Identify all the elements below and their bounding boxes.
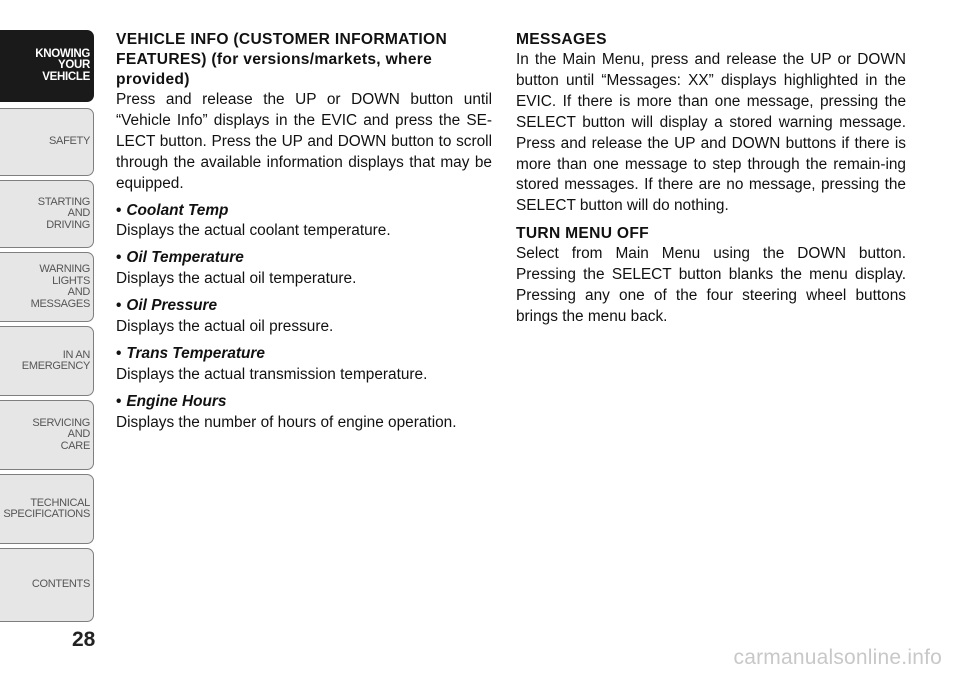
messages-heading: MESSAGES (516, 31, 607, 48)
tab-technical-specifications[interactable] (0, 474, 94, 544)
tab-knowing-your-vehicle[interactable] (0, 30, 94, 102)
item-description: Displays the actual oil pressure. (116, 318, 334, 336)
messages-section (516, 30, 906, 328)
tab-label: SERVICING AND CARE (32, 416, 90, 452)
bullet-icon: • (116, 392, 122, 410)
item-description: Displays the actual coolant temperature. (116, 222, 391, 240)
item-title: • Engine Hours (116, 392, 227, 410)
bullet-icon: • (116, 297, 122, 315)
item-title: • Oil Temperature (116, 249, 244, 267)
bullet-icon: • (116, 201, 122, 219)
item-title: • Coolant Temp (116, 201, 229, 219)
vehicle-info-heading: VEHICLE INFO (CUSTOMER INFORMATION FEATURES) (for versions/markets, where provided) (116, 31, 448, 88)
tab-label: SAFETY (49, 135, 90, 148)
vehicle-info-intro: Press and release the UP or DOWN button until “Vehicle Info” displays in the EVIC and press the SE-LECT button. Press the UP and DOWN button to scroll through the available information displays that may be equipped. (116, 91, 492, 192)
turn-menu-off-heading: TURN MENU OFF (516, 225, 649, 243)
tab-label: CONTENTS (31, 578, 90, 591)
vehicle-info-section (116, 30, 492, 434)
tab-label: WARNING LIGHTS AND MESSAGES (30, 263, 90, 310)
item-title: • Oil Pressure (116, 297, 218, 315)
tab-contents[interactable] (0, 548, 94, 622)
messages-text: In the Main Menu, press and release the UP or DOWN button until “Messages: XX” displays highlighted in the EVIC. If there is more than one message, pressing the SELECT button will display a stored warning message. Press and release the UP and DOWN buttons if there is more than one message to step through the remain-ing stored messages. If there are no message, pressing the SELECT button will do nothing. (516, 51, 906, 215)
tab-in-an-emergency[interactable] (0, 326, 94, 396)
tab-servicing-and-care[interactable] (0, 400, 94, 470)
tab-label: TECHNICAL SPECIFICATIONS (3, 496, 90, 520)
watermark: carmanualsonline.info (733, 646, 942, 669)
tab-label: STARTING AND DRIVING (37, 195, 90, 231)
item-description: Displays the actual oil temperature. (116, 270, 357, 288)
bullet-icon: • (116, 344, 122, 362)
tab-label: KNOWING YOUR VEHICLE (35, 47, 90, 83)
tab-label: IN AN EMERGENCY (21, 348, 90, 372)
item-description: Displays the actual transmission temperature. (116, 365, 428, 383)
item-description: Displays the number of hours of engine operation. (116, 413, 457, 431)
page-number: 28 (72, 628, 96, 651)
tab-safety[interactable] (0, 108, 94, 176)
tab-warning-lights-and-messages[interactable] (0, 252, 94, 322)
item-title: • Trans Temperature (116, 344, 265, 362)
bullet-icon: • (116, 249, 122, 267)
tab-starting-and-driving[interactable] (0, 180, 94, 248)
turn-menu-off-text: Select from Main Menu using the DOWN button. Pressing the SELECT button blanks the menu display. Pressing any one of the four steering wheel buttons brings the menu back. (516, 245, 906, 325)
